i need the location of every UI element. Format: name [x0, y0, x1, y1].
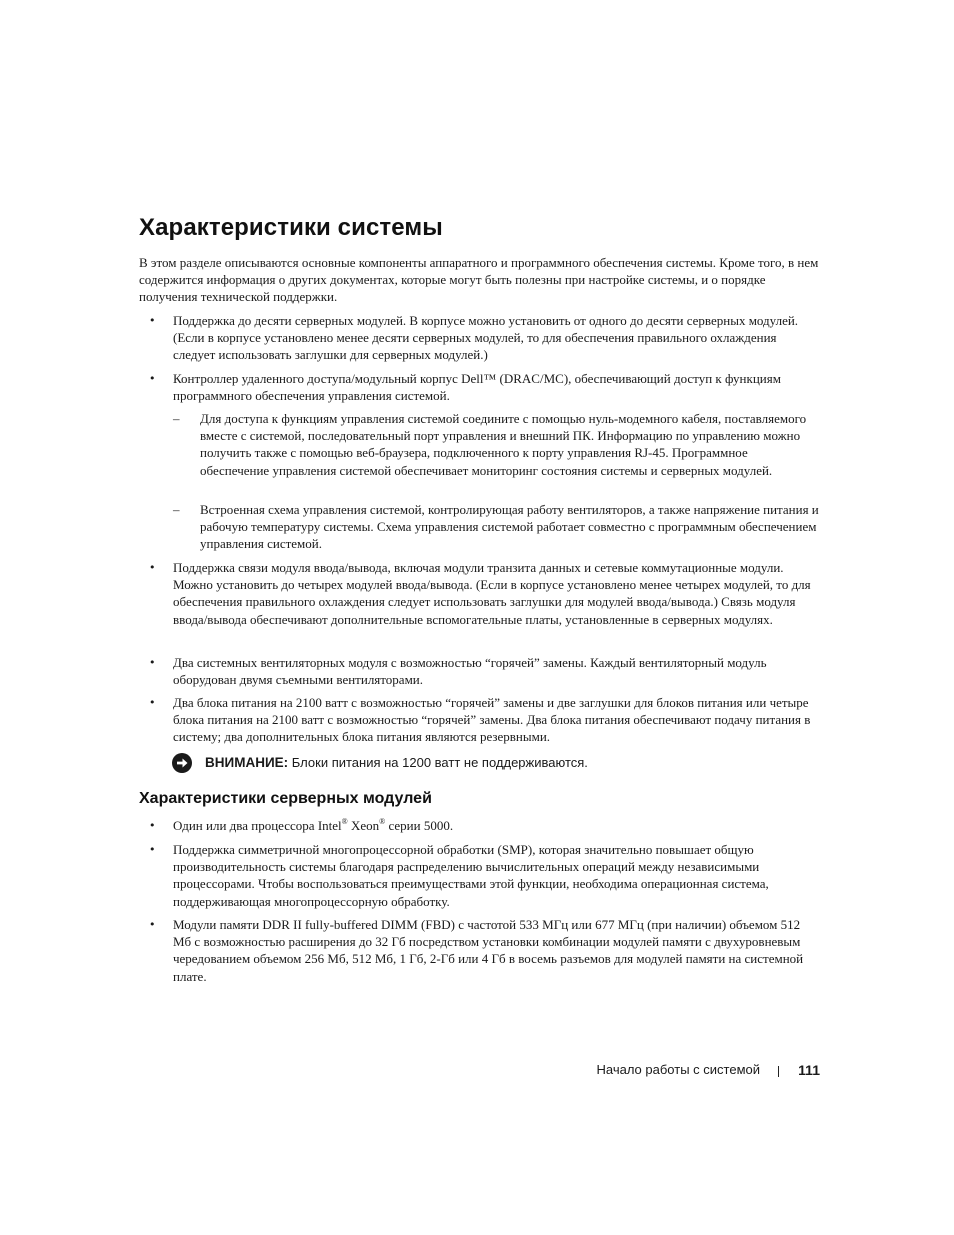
list-item-text: Два блока питания на 2100 ватт с возможностью “горячей” замены и две заглушки для блоков питания или четыре блока питания на 2100 ватт с возможностью “горячей” замены. Два блока питания обеспечивают подачу питания в систему; два дополнительных блока питания являются резервными. [173, 695, 811, 745]
list-item [139, 817, 819, 834]
footer-divider [778, 1066, 779, 1077]
bullet-glyph: • [149, 372, 156, 385]
list-item-text: Контроллер удаленного доступа/модульный корпус Dell™ (DRAC/MC), обеспечивающий доступ к функциям программного обеспечения управления системой. [173, 371, 781, 404]
bullet-glyph: • [149, 314, 156, 327]
bullet-glyph: • [149, 561, 156, 574]
list-item-text: Один или два процессора Intel® Xeon® серии 5000. [173, 816, 454, 833]
bullet-glyph: • [149, 843, 156, 856]
notice-label: ВНИМАНИЕ: [205, 755, 289, 770]
registered-mark: ® [341, 816, 348, 826]
notice-icon [172, 753, 192, 773]
sub-list-item [139, 501, 819, 553]
list-item [139, 694, 819, 746]
sub-list-item [139, 410, 819, 479]
list-item [139, 559, 819, 628]
dash-glyph: – [173, 502, 180, 517]
notice-text: Блоки питания на 1200 ватт не поддерживаются. [291, 755, 588, 770]
sub-list-item-text: Встроенная схема управления системой, контролирующая работу вентиляторов, а также напряжение питания и рабочую температуру системы. Схема управления системой работает совместно с программным обеспечением управления системой. [200, 502, 819, 552]
list-item-text: Два системных вентиляторных модуля с возможностью “горячей” замены. Каждый вентиляторный модуль оборудован двумя съемными вентиляторами. [173, 655, 767, 688]
page-number: 111 [798, 1062, 820, 1078]
list-item [139, 654, 819, 688]
list-item [139, 841, 819, 910]
list-item-text: Поддержка до десяти серверных модулей. В корпусе можно установить от одного до десяти серверных модулей. (Если в корпусе установлено менее десяти серверных модулей, то для обеспечения правильного охлаждения следует использовать заглушки для серверных модулей.) [173, 313, 799, 363]
intro-paragraph: В этом разделе описываются основные компоненты аппаратного и программного обеспечения системы. Кроме того, в нем содержится информация о других документах, которые могут быть полезны при настройке системы, и о порядке получения технической поддержки. [139, 255, 819, 305]
footer-section-title: Начало работы с системой [596, 1062, 760, 1077]
sub-list-item-text: Для доступа к функциям управления системой соедините с помощью нуль-модемного кабеля, поставляемого вместе с системой, последовательный порт управления и внешний ПК. Информацию по управлению можно получить также с помощью веб-браузера, подключенного к порту управления RJ-45. Программное обеспечение управления системой обеспечивает мониторинг состояния системы и серверных модулей. [200, 411, 807, 478]
notice-callout [172, 752, 812, 774]
list-item [139, 312, 819, 364]
bullet-glyph: • [149, 696, 156, 709]
list-item [139, 370, 819, 404]
bullet-glyph: • [149, 656, 156, 669]
list-item-text: Поддержка связи модуля ввода/вывода, включая модули транзита данных и сетевые коммутационные модули. Можно установить до четырех модулей ввода/вывода. (Если в корпусе установлено менее четырех модулей, то для обеспечения правильного охлаждения следует использовать заглушки для модулей ввода/вывода.) Связь модуля ввода/вывода обеспечивают дополнительные вспомогательные платы, установленные в серверных модулях. [173, 560, 811, 627]
list-item-text: Модули памяти DDR II fully-buffered DIMM (FBD) с частотой 533 МГц или 677 МГц (при наличии) объемом 512 Мб с возможностью расширения до 32 Гб посредством установки комбинации модулей памяти с двухуровневым чередованием объемом 256 Мб, 512 Мб, 1 Гб, 2-Гб или 4 Гб в восемь разъемов для модулей памяти на системной плате. [173, 917, 804, 984]
bullet-glyph: • [149, 819, 156, 832]
list-item-text: Поддержка симметричной многопроцессорной обработки (SMP), которая значительно повышает общую производительность системы благодаря распределению вычислительных операций между независимыми процессорами. Чтобы воспользоваться преимуществами этой функции, необходима операционная система, поддерживающая многопроцессорную обработку. [173, 842, 769, 909]
page-footer [560, 1060, 820, 1080]
bullet-glyph: • [149, 918, 156, 931]
dash-glyph: – [173, 411, 180, 426]
page-title: Характеристики системы [139, 214, 443, 241]
list-item [139, 916, 819, 985]
section-subtitle: Характеристики серверных модулей [139, 790, 432, 807]
registered-mark: ® [379, 816, 386, 826]
